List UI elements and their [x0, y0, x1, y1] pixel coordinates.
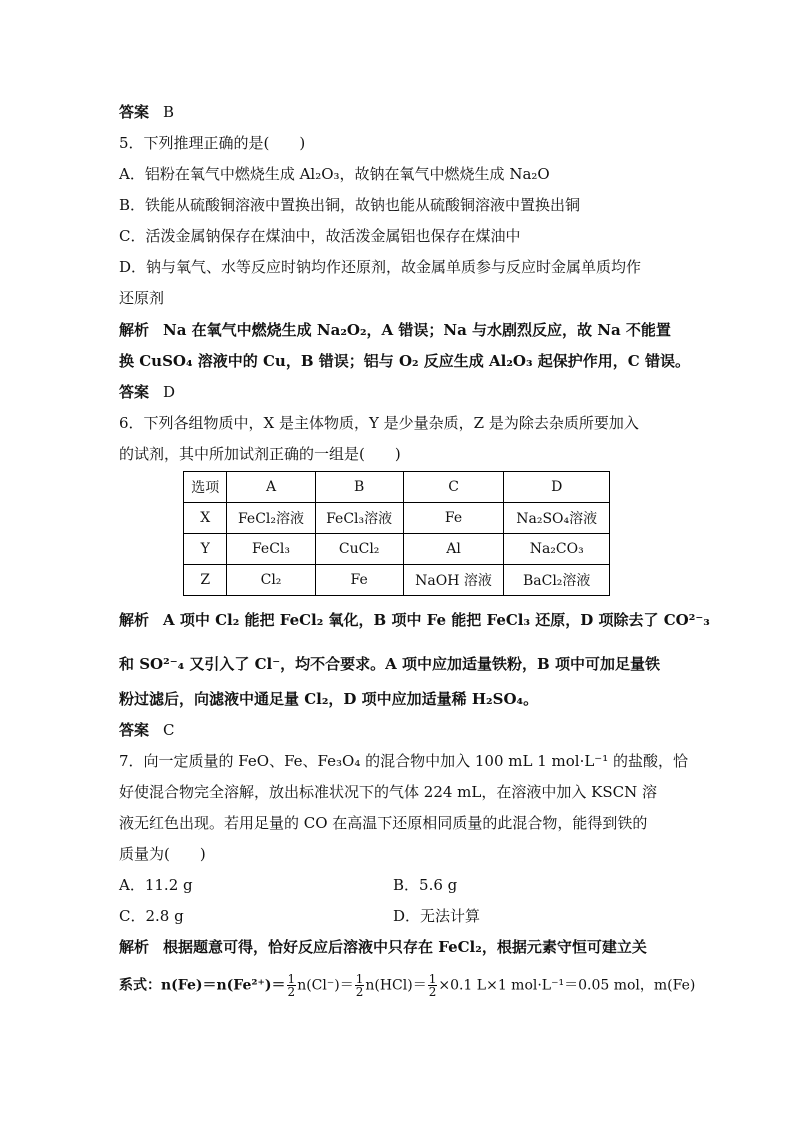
formula-prefix: 系式：n(Fe)＝n(Fe²⁺)＝	[119, 977, 286, 994]
q7-option-c: C．2.8 g	[119, 907, 184, 925]
table-header-cell: D	[504, 472, 610, 503]
table-header-cell: A	[227, 472, 315, 503]
table-cell: X	[184, 503, 227, 534]
q7-option-b: B．5.6 g	[393, 876, 458, 894]
formula-part-2: n(HCl)＝	[365, 977, 427, 994]
answer-label: 答案	[119, 383, 150, 401]
q7-analysis-line-1	[119, 937, 647, 957]
table-cell: Na₂SO₄溶液	[504, 503, 610, 534]
q5-stem: 5．下列推理正确的是( )	[119, 134, 306, 152]
fraction	[428, 973, 438, 998]
analysis-label: 解析	[119, 938, 150, 956]
q5-analysis-line-2: 换 CuSO₄ 溶液中的 Cu，B 错误；铝与 O₂ 反应生成 Al₂O₃ 起保护作用，C 错误。	[119, 352, 690, 370]
q7-option-a: A．11.2 g	[119, 876, 193, 894]
table-cell: Na₂CO₃	[504, 534, 610, 565]
q5-analysis-line-1	[119, 320, 671, 340]
table-cell: CuCl₂	[315, 534, 403, 565]
table-header-row	[184, 472, 610, 503]
table-row	[184, 503, 610, 534]
table-header-cell: 选项	[184, 472, 227, 503]
table-cell: Z	[184, 565, 227, 596]
q5-option-d-cont: 还原剂	[119, 289, 165, 307]
q6-analysis-line-3: 粉过滤后，向滤液中通足量 Cl₂，D 项中应加适量稀 H₂SO₄。	[119, 690, 539, 708]
answer-value: B	[163, 103, 175, 121]
answer-label: 答案	[119, 103, 150, 121]
fraction-denominator: 2	[287, 985, 296, 999]
answer-value: C	[163, 721, 175, 739]
answer-label: 答案	[119, 721, 150, 739]
analysis-text: 根据题意可得，恰好反应后溶液中只存在 FeCl₂，根据元素守恒可建立关	[163, 938, 647, 956]
table-cell: Fe	[403, 503, 504, 534]
q6-analysis-line-1	[119, 610, 710, 630]
table-cell: Fe	[315, 565, 403, 596]
analysis-label: 解析	[119, 321, 150, 339]
table-cell: Al	[403, 534, 504, 565]
q5-option-a: A．铝粉在氧气中燃烧生成 Al₂O₃，故钠在氧气中燃烧生成 Na₂O	[119, 165, 550, 183]
q6-stem-line-2: 的试剂，其中所加试剂正确的一组是( )	[119, 445, 401, 463]
fraction-denominator: 2	[428, 985, 437, 999]
analysis-label: 解析	[119, 611, 150, 629]
analysis-text: Na 在氧气中燃烧生成 Na₂O₂，A 错误；Na 与水剧烈反应，故 Na 不能置	[163, 321, 671, 339]
fraction-numerator: 1	[355, 972, 364, 986]
formula-part-1: n(Cl⁻)＝	[297, 977, 354, 994]
q6-stem-line-1: 6．下列各组物质中，X 是主体物质，Y 是少量杂质，Z 是为除去杂质所要加入	[119, 414, 639, 432]
q6-answer-line	[119, 720, 175, 740]
q7-formula-line	[119, 973, 695, 998]
formula-part-3: ×0.1 L×1 mol·L⁻¹＝0.05 mol，m(Fe)	[438, 977, 696, 994]
table-cell: BaCl₂溶液	[504, 565, 610, 596]
q7-stem-line-2: 好使混合物完全溶解，放出标准状况下的气体 224 mL，在溶液中加入 KSCN 溶	[119, 783, 657, 801]
answer-value: D	[163, 383, 176, 401]
q5-option-c: C．活泼金属钠保存在煤油中，故活泼金属铝也保存在煤油中	[119, 227, 521, 245]
table-row	[184, 565, 610, 596]
q7-option-d: D．无法计算	[393, 907, 481, 925]
table-header-cell: C	[403, 472, 504, 503]
q7-stem-line-1: 7．向一定质量的 FeO、Fe、Fe₃O₄ 的混合物中加入 100 mL 1 mol·L⁻¹ 的盐酸，恰	[119, 752, 689, 770]
q7-stem-line-3: 液无红色出现。若用足量的 CO 在高温下还原相同质量的此混合物，能得到铁的	[119, 814, 648, 832]
table-row	[184, 534, 610, 565]
q5-option-d: D．钠与氧气、水等反应时钠均作还原剂，故金属单质参与反应时金属单质均作	[119, 258, 642, 276]
table-cell: FeCl₃	[227, 534, 315, 565]
table-cell: FeCl₂溶液	[227, 503, 315, 534]
fraction	[355, 973, 365, 998]
table-cell: Y	[184, 534, 227, 565]
q6-options-table	[183, 471, 610, 596]
fraction-numerator: 1	[428, 972, 437, 986]
fraction	[287, 973, 297, 998]
q6-analysis-line-2: 和 SO²⁻₄ 又引入了 Cl⁻，均不合要求。A 项中应加适量铁粉，B 项中可加足量铁	[119, 655, 660, 673]
table-cell: Cl₂	[227, 565, 315, 596]
q5-answer-line	[119, 382, 175, 402]
analysis-text: A 项中 Cl₂ 能把 FeCl₂ 氧化，B 项中 Fe 能把 FeCl₃ 还原，D 项除去了 CO²⁻₃	[163, 611, 710, 629]
table-cell: NaOH 溶液	[403, 565, 504, 596]
fraction-numerator: 1	[287, 972, 296, 986]
q4-answer-line	[119, 102, 174, 122]
q5-option-b: B．铁能从硫酸铜溶液中置换出铜，故钠也能从硫酸铜溶液中置换出铜	[119, 196, 581, 214]
q7-stem-line-4: 质量为( )	[119, 845, 206, 863]
table-cell: FeCl₃溶液	[315, 503, 403, 534]
table-header-cell: B	[315, 472, 403, 503]
fraction-denominator: 2	[355, 985, 364, 999]
